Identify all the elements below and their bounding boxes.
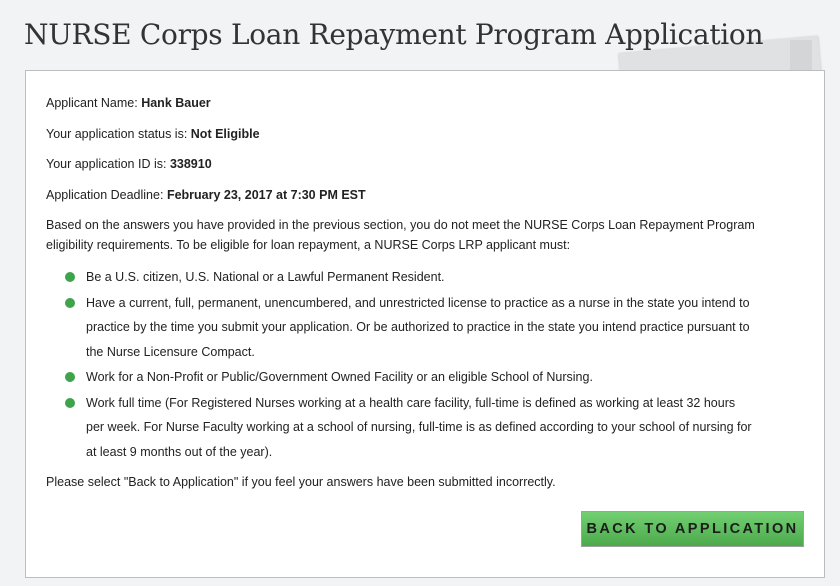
- applicant-name: Applicant Name: Hank Bauer: [46, 96, 211, 110]
- application-id: Your application ID is: 338910: [46, 157, 212, 171]
- application-deadline: Application Deadline: February 23, 2017 at 7:30 PM EST: [46, 187, 366, 202]
- list-item: Have a current, full, permanent, unencumbered, and unrestricted license to practice as a nurse in the state you intend to practice by the time you submit your application. Or be authorized to practice in the state you intend practice pursuant to the Nurse Licensure Compact.: [86, 291, 756, 365]
- list-item: Work full time (For Registered Nurses working at a health care facility, full-time is defined as working at least 32 hours per week. For Nurse Faculty working at a school of nursing, full-time is as defined according to your school of nursing for at least 9 months out of the year).: [86, 391, 756, 465]
- bullet-icon: [65, 398, 75, 408]
- footer-note: Please select "Back to Application" if you feel your answers have been submitted incorrectly.: [46, 475, 556, 489]
- list-item: Work for a Non-Profit or Public/Government Owned Facility or an eligible School of Nursing.: [86, 365, 756, 390]
- bullet-icon: [65, 272, 75, 282]
- back-to-application-button[interactable]: BACK TO APPLICATION: [581, 511, 804, 547]
- intro-text: Based on the answers you have provided in the previous section, you do not meet the NURSE Corps Loan Repayment Program eligibility requirements. To be eligible for loan repayment, a NURSE Corps LRP applicant must:: [46, 218, 755, 252]
- list-item: Be a U.S. citizen, U.S. National or a Lawful Permanent Resident.: [86, 265, 756, 290]
- requirements-list: [46, 265, 756, 464]
- eligibility-panel: [25, 70, 825, 578]
- application-status: Your application status is: Not Eligible: [46, 126, 260, 141]
- page-title: NURSE Corps Loan Repayment Program Application: [24, 18, 764, 51]
- bullet-icon: [65, 298, 75, 308]
- bullet-icon: [65, 372, 75, 382]
